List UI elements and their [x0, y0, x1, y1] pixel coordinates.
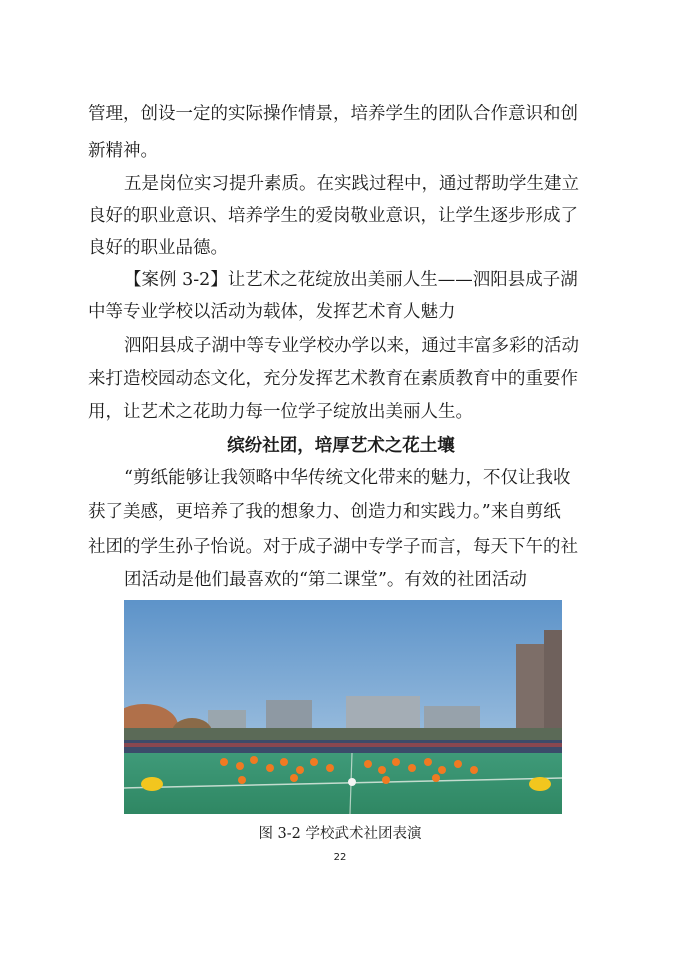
figure-caption: 图 3-2 学校武术社团表演 — [258, 826, 422, 842]
paragraph-line: 用，让艺术之花助力每一位学子绽放出美丽人生。 — [88, 402, 473, 422]
paragraph-line: 良好的职业意识、培养学生的爱岗敬业意识，让学生逐步形成了 — [88, 206, 578, 226]
martial-arts-performance-photo — [124, 600, 562, 814]
paragraph-line: 社团的学生孙子怡说。对于成子湖中专学子而言，每天下午的社 — [88, 537, 578, 557]
paragraph-line: 获了美感，更培养了我的想象力、创造力和实践力。”来自剪纸 — [88, 502, 561, 522]
paragraph-line: 管理，创设一定的实际操作情景，培养学生的团队合作意识和创 — [88, 104, 578, 124]
paragraph-line: 团活动是他们最喜欢的“第二课堂”。有效的社团活动 — [124, 570, 527, 590]
paragraph-line: 来打造校园动态文化，充分发挥艺术教育在素质教育中的重要作 — [88, 369, 578, 389]
paragraph-line: 良好的职业品德。 — [88, 238, 228, 258]
paragraph-line: 新精神。 — [88, 141, 158, 161]
section-heading: 缤纷社团，培厚艺术之花土壤 — [227, 436, 455, 456]
case-title-line: 【案例 3-2】让艺术之花绽放出美丽人生——泗阳县成子湖 — [124, 270, 578, 290]
page-number: 22 — [333, 852, 347, 863]
paragraph-line: “剪纸能够让我领略中华传统文化带来的魅力，不仅让我收 — [124, 468, 571, 488]
case-title-line: 中等专业学校以活动为载体，发挥艺术育人魅力 — [88, 302, 456, 322]
paragraph-line: 泗阳县成子湖中等专业学校办学以来，通过丰富多彩的活动 — [124, 336, 579, 356]
paragraph-line: 五是岗位实习提升素质。在实践过程中，通过帮助学生建立 — [124, 174, 579, 194]
